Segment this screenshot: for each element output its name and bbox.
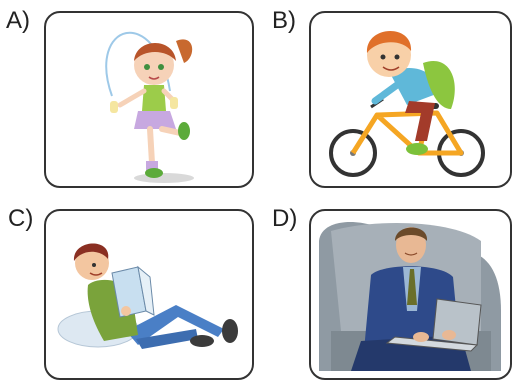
- option-d-card[interactable]: [309, 209, 512, 380]
- man-using-laptop-illustration: [311, 211, 510, 378]
- option-a-label: A): [6, 7, 30, 34]
- option-a-card[interactable]: [44, 11, 254, 188]
- boy-riding-bicycle-illustration: [311, 13, 510, 186]
- option-d-label: D): [272, 205, 298, 232]
- option-c-card[interactable]: [44, 209, 254, 380]
- boy-reading-book-illustration: [46, 211, 252, 378]
- option-b-label: B): [272, 7, 296, 34]
- girl-jumping-rope-illustration: [46, 13, 252, 186]
- option-b-card[interactable]: [309, 11, 512, 188]
- option-c-label: C): [8, 205, 34, 232]
